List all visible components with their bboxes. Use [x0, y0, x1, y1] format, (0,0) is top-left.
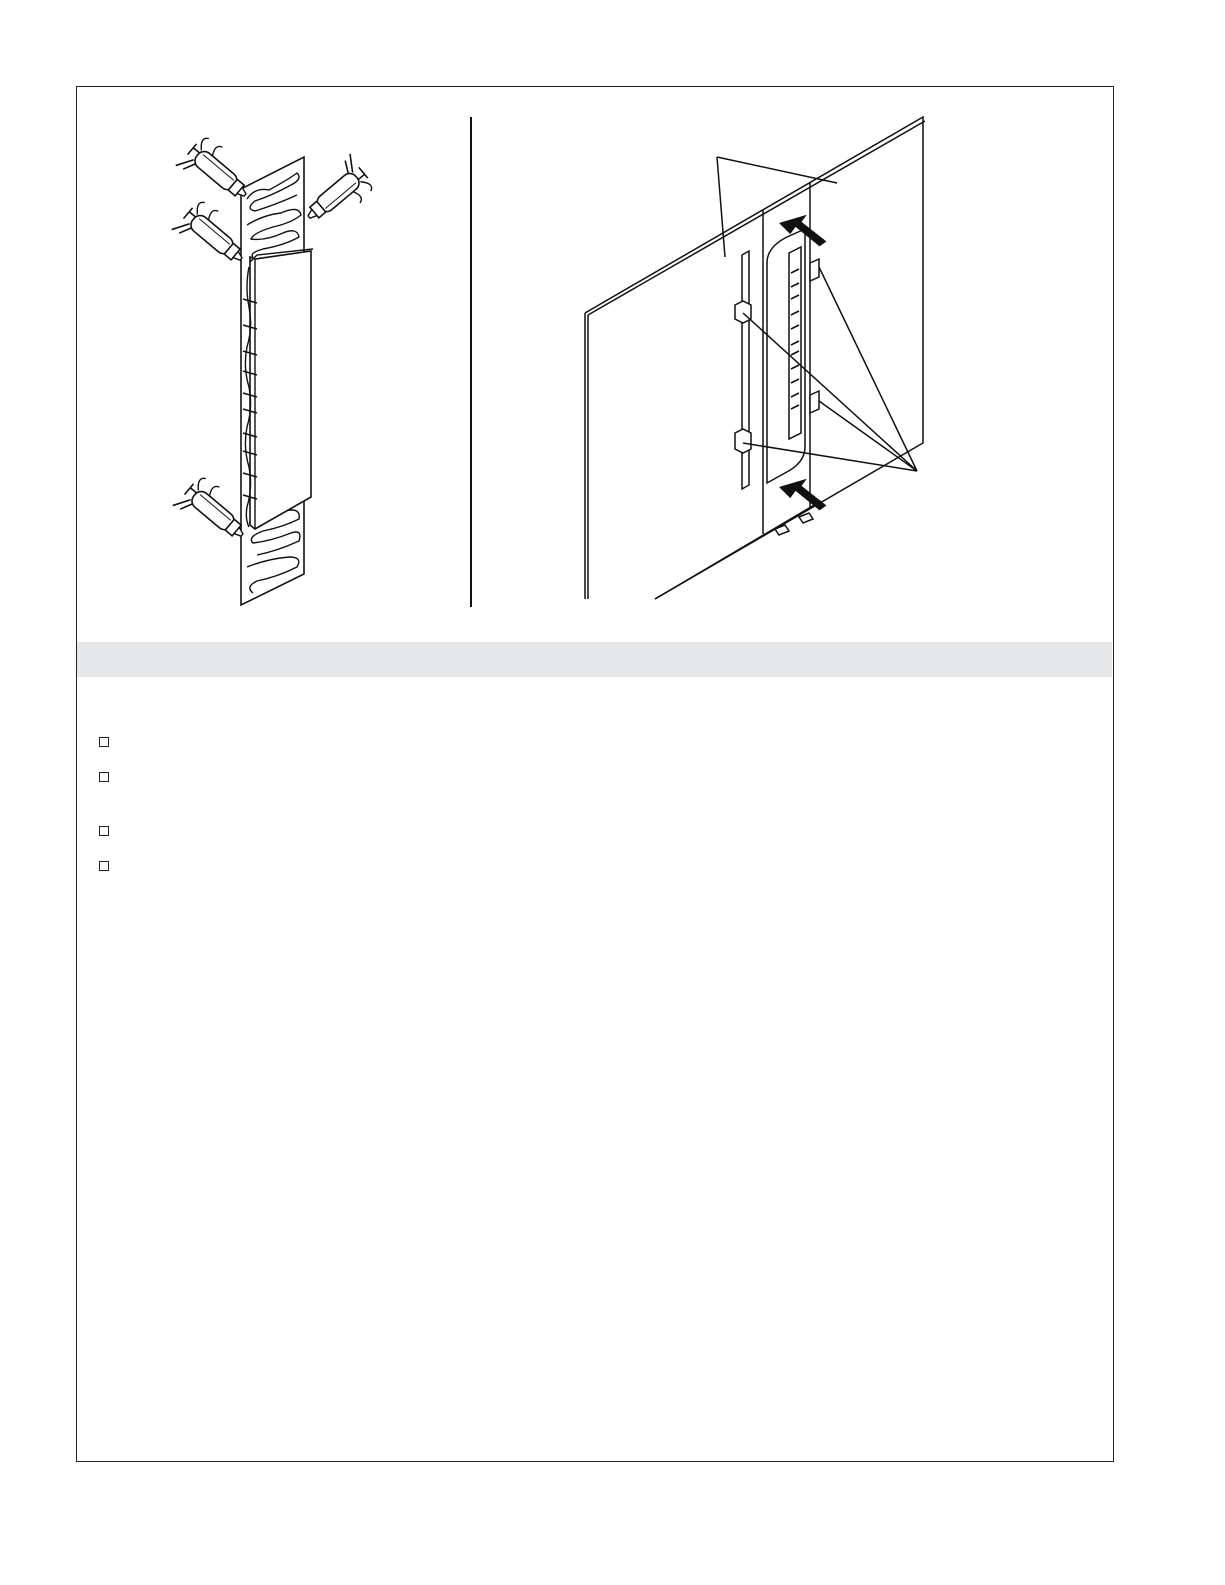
illustrations-svg: [77, 87, 1112, 642]
list-item: [99, 861, 1079, 875]
page-frame: [76, 86, 1114, 1462]
list-item: [99, 826, 1079, 840]
illustration-area: [77, 87, 1112, 642]
checkbox-icon[interactable]: [99, 737, 109, 747]
step-checklist: [99, 737, 1079, 875]
checkbox-icon[interactable]: [99, 826, 109, 836]
list-item: [99, 772, 1079, 786]
list-item: [99, 737, 1079, 751]
arrow-icon: [776, 474, 830, 511]
section-heading: [77, 651, 91, 668]
wall-install-illustration: [585, 117, 925, 599]
caulk-gun-icon: [295, 154, 378, 234]
checkbox-icon[interactable]: [99, 861, 109, 871]
adhesive-panel-illustration: [172, 132, 379, 605]
section-heading-band: [77, 642, 1112, 677]
checkbox-icon[interactable]: [99, 772, 109, 782]
